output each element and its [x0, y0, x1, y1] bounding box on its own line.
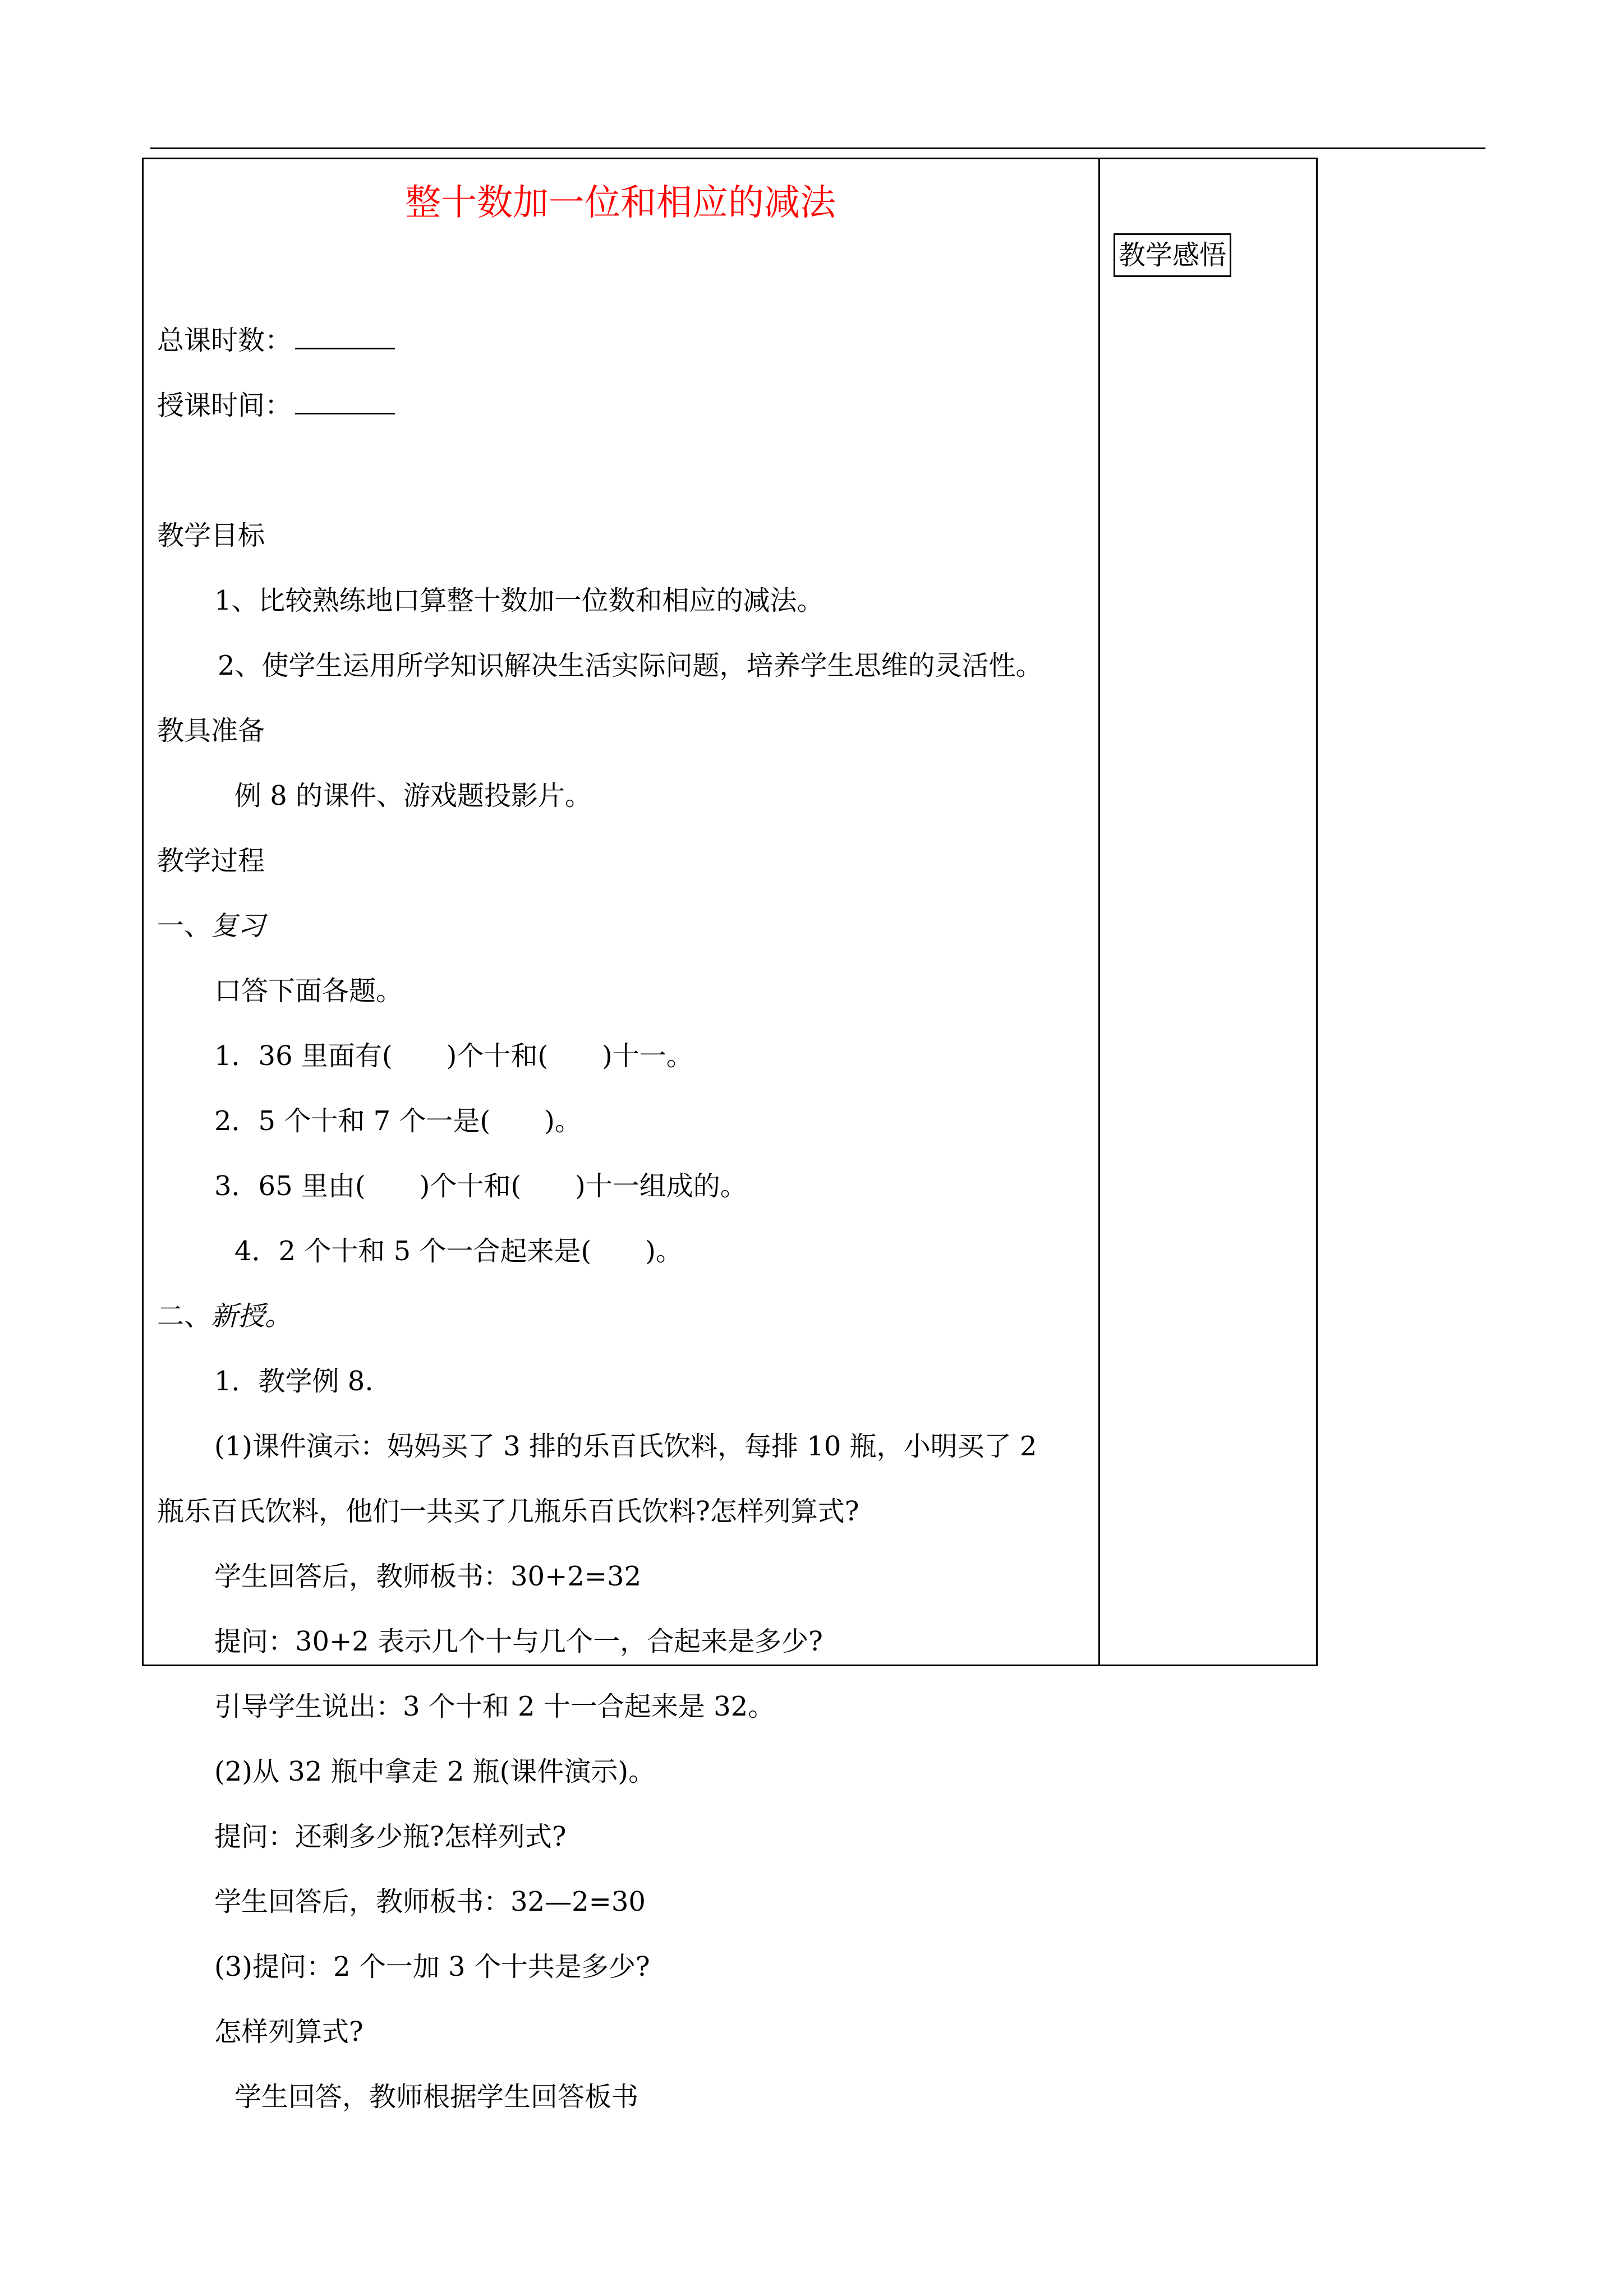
new-lesson-line-11: 怎样列算式? [214, 2016, 364, 2048]
review-question-2: 2．5 个十和 7 个一是( )。 [214, 1105, 582, 1137]
new-lesson-line-6: 引导学生说出：3 个十和 2 十一合起来是 32。 [214, 1691, 775, 1722]
prep-heading: 教具准备 [157, 715, 265, 746]
prep-text: 例 8 的课件、游戏题投影片。 [234, 780, 592, 812]
goal-item-1: 1、比较熟练地口算整十数加一位数和相应的减法。 [214, 585, 824, 616]
new-lesson-line-1: 1．教学例 8. [214, 1366, 374, 1397]
process-heading: 教学过程 [157, 845, 265, 877]
teach-time-line [157, 386, 395, 425]
goals-heading: 教学目标 [157, 520, 265, 551]
review-question-4: 4．2 个十和 5 个一合起来是( )。 [234, 1235, 683, 1267]
side-column-label: 教学感悟 [1114, 233, 1231, 277]
column-divider [1098, 158, 1100, 1666]
new-lesson-prefix: 二、 [157, 1301, 211, 1332]
teach-time-blank [295, 393, 395, 414]
review-prefix: 一、 [157, 910, 211, 942]
new-lesson-line-5: 提问：30+2 表示几个十与几个一，合起来是多少? [214, 1626, 823, 1657]
new-lesson-label: 新授。 [211, 1301, 292, 1332]
new-lesson-line-12: 学生回答，教师根据学生回答板书 [234, 2081, 639, 2113]
new-lesson-line-2: (1)课件演示：妈妈买了 3 排的乐百氏饮料，每排 10 瓶，小明买了 2 [214, 1431, 1037, 1462]
new-lesson-line-7: (2)从 32 瓶中拿走 2 瓶(课件演示)。 [214, 1756, 656, 1787]
new-lesson-heading [157, 1297, 292, 1336]
total-hours-label: 总课时数： [157, 325, 292, 356]
top-rule [150, 147, 1485, 149]
review-heading [157, 906, 265, 946]
new-lesson-line-3: 瓶乐百氏饮料，他们一共买了几瓶乐百氏饮料?怎样列算式? [157, 1496, 859, 1527]
total-hours-line [157, 321, 395, 360]
review-label: 复习 [211, 910, 265, 942]
new-lesson-line-10: (3)提问：2 个一加 3 个十共是多少? [214, 1951, 650, 1983]
review-question-3: 3．65 里由( )个十和( )十一组成的。 [214, 1170, 747, 1202]
page-title: 整十数加一位和相应的减法 [405, 182, 836, 224]
total-hours-blank [295, 328, 395, 349]
new-lesson-line-9: 学生回答后，教师板书：32—2=30 [214, 1886, 646, 1917]
review-intro: 口答下面各题。 [214, 975, 403, 1007]
goal-item-2: 2、使学生运用所学知识解决生活实际问题，培养学生思维的灵活性。 [218, 650, 1043, 681]
new-lesson-line-8: 提问：还剩多少瓶?怎样列式? [214, 1821, 567, 1852]
review-question-1: 1．36 里面有( )个十和( )十一。 [214, 1040, 693, 1072]
teach-time-label: 授课时间： [157, 390, 292, 421]
new-lesson-line-4: 学生回答后，教师板书：30+2=32 [214, 1561, 642, 1592]
